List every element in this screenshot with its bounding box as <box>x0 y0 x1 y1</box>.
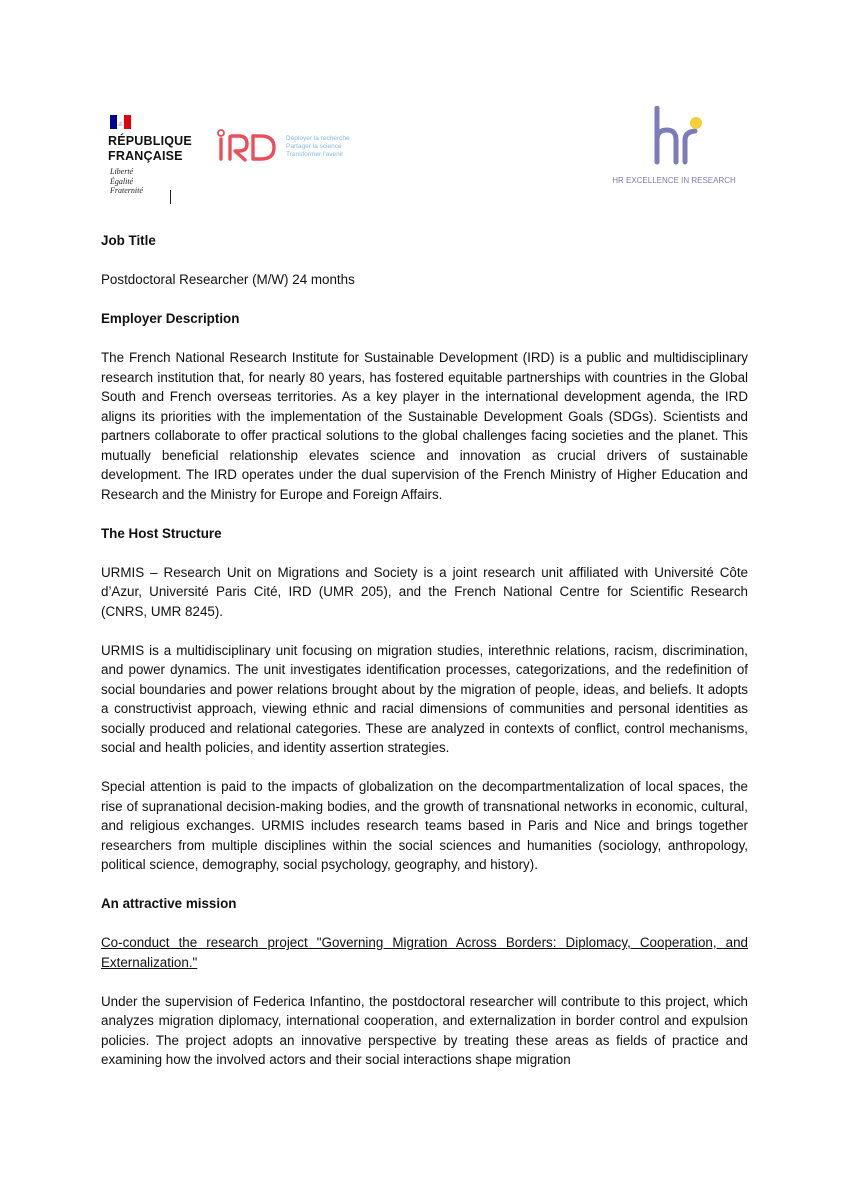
host-structure-paragraph-3: Special attention is paid to the impacts of globalization on the decompartmentalization of local spaces, the rise of supranational decision-making bodies, and the growth of transnational networks in economic, cultural, and religious exchanges. URMIS includes research teams based in Paris and Nice and brings together researchers from multiple disciplines within the social sciences and humanities (sociology, anthropology, political science, demography, social psychology, geography, and history). <box>101 779 748 872</box>
mission-paragraph: Under the supervision of Federica Infantino, the postdoctoral researcher will contribute to this project, which analyzes migration diplomacy, international cooperation, and externalization in border control and expulsion policies. The project adopts an innovative perspective by treating these areas as fields of practice and examining how the involved actors and their social interactions shape migration <box>101 993 748 1067</box>
research-project-link[interactable]: Co-conduct the research project "Governing Migration Across Borders: Diplomacy, Cooperation, and Externalization." <box>101 935 748 970</box>
hr-excellence-caption: HR EXCELLENCE IN RESEARCH <box>612 176 736 185</box>
republique-francaise-wordmark <box>108 134 192 164</box>
document-header <box>0 0 849 215</box>
republique-motto <box>110 167 143 196</box>
motto-egalite: Égalité <box>110 176 134 186</box>
host-structure-paragraph-1: URMIS – Research Unit on Migrations and Society is a joint research unit affiliated with Université Côte d’Azur, Université Paris Cité, IRD (UMR 205), and the French National Centre for Scientific Research (CNRS, UMR 8245). <box>101 564 748 619</box>
francaise-line: FRANÇAISE <box>108 149 183 163</box>
host-structure-heading: The Host Structure <box>101 525 222 541</box>
ird-tagline <box>286 135 350 159</box>
ird-tagline-line: Déployer la recherche <box>286 135 350 142</box>
mission-heading: An attractive mission <box>101 896 237 911</box>
hr-excellence-logo-icon <box>651 106 703 166</box>
employer-description-heading: Employer Description <box>101 311 240 326</box>
employer-description-paragraph: The French National Research Institute for Sustainable Development (IRD) is a public and multidisciplinary research institution that, for nearly 80 years, has fostered equitable partnerships with countries in the Global South and French overseas territories. As a key player in the international development agenda, the IRD aligns its priorities with the implementation of the Sustainable Development Goals (SDGs). Scientists and partners collaborate to offer practical solutions to the global challenges facing societies and the planet. This mutually beneficial relationship elevates science and innovation as crucial drivers of sustainable development. The IRD operates under the dual supervision of the French Ministry of Higher Education and Research and the Ministry for Europe and Foreign Affairs. <box>101 350 748 502</box>
text-cursor-mark <box>170 190 171 204</box>
job-title-text: Postdoctoral Researcher (M/W) 24 months <box>101 272 355 287</box>
ird-logo-icon <box>216 129 278 163</box>
ird-tagline-line: Transformer l'avenir <box>286 151 344 158</box>
marianne-flag-icon <box>110 115 131 129</box>
motto-fraternite: Fraternité <box>110 186 143 195</box>
host-structure-paragraph-2: URMIS is a multidisciplinary unit focusing on migration studies, interethnic relations, racism, discrimination, and power dynamics. The unit investigates identification processes, categorizations, and the redefinition of social boundaries and power relations brought about by the migration of people, ideas, and beliefs. It adopts a constructivist approach, viewing ethnic and racial dimensions of communities and personal identities as socially produced and relational categories. These are analyzed in contexts of conflict, control mechanisms, social and health policies, and identity assertion strategies. <box>101 642 748 755</box>
motto-liberte: Liberté <box>110 167 134 176</box>
job-title-heading: Job Title <box>101 233 156 248</box>
job-posting-body <box>101 231 748 1089</box>
ird-tagline-line: Partager la science <box>286 143 342 150</box>
republique-line: RÉPUBLIQUE <box>108 134 192 148</box>
